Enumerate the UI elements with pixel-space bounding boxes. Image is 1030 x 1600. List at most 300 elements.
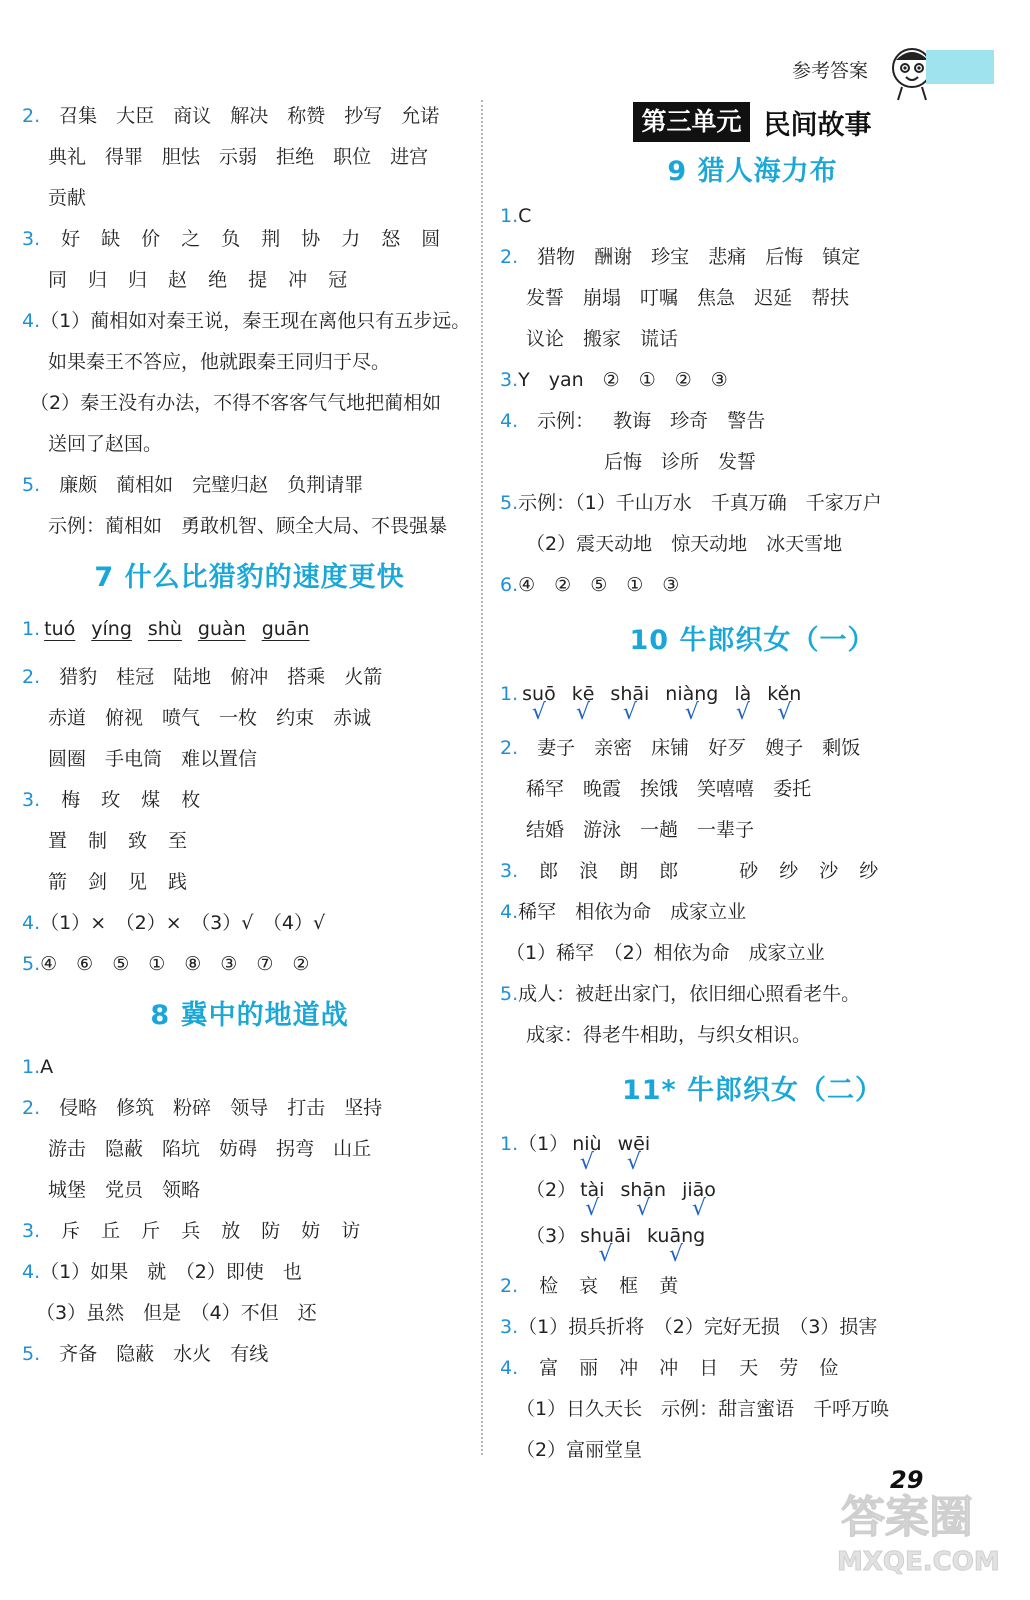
answer-word: 约束 (276, 707, 315, 729)
spacer (699, 860, 718, 882)
answer-word: 床铺 (651, 737, 690, 759)
question-number: 1. (500, 683, 519, 705)
answer-word: 桂冠 (116, 666, 155, 688)
unit-name: 民间故事 (763, 109, 872, 141)
answer-word: 进宫 (390, 146, 429, 168)
answer-word: 修筑 (116, 1097, 155, 1119)
check-icon: √ (669, 1242, 684, 1267)
answer-word: 诊所 (661, 451, 700, 473)
answer-line (500, 1430, 1005, 1471)
pinyin-answer: wēi √ (617, 1133, 651, 1175)
answer-word: 叮嘱 (640, 287, 679, 309)
pinyin-answer: niàng √ (665, 683, 719, 725)
check-icon: √ (585, 1196, 600, 1221)
answer-text: 如果秦王不答应，他就跟秦王同归于尽。 (48, 351, 391, 373)
answer-text: （2）秦王没有办法，不得不客客气气地把蔺相如 (30, 392, 442, 414)
question-number: 2. (500, 737, 519, 759)
answer-line (22, 1211, 477, 1252)
answer-line (22, 383, 477, 424)
answer-line (22, 1047, 477, 1088)
answer-word: 后悔 (765, 246, 804, 268)
answer-char: 绝 (208, 269, 228, 291)
answer-line (500, 524, 1005, 565)
right-column (500, 96, 1005, 1471)
question-number: 3. (500, 1316, 519, 1338)
answer-line (22, 1170, 477, 1211)
answer-word: 城堡 (48, 1179, 87, 1201)
answer-text: C (518, 205, 532, 227)
answer-word: 火箭 (344, 666, 383, 688)
answer-line (22, 137, 477, 178)
answer-char: 枚 (181, 789, 201, 811)
answer-word: 妨碍 (219, 1138, 258, 1160)
answer-char: 梅 (61, 789, 81, 811)
answer-line (500, 278, 1005, 319)
answer-line (22, 609, 477, 657)
section-title: 11* 牛郎织女（二） (621, 1075, 884, 1106)
answer-word: 隐蔽 (105, 1138, 144, 1160)
answer-line (500, 1307, 1005, 1348)
answer-char: 之 (181, 228, 201, 250)
answer-word: 发誓 (718, 451, 757, 473)
section-title: 9 猎人海力布 (667, 156, 838, 187)
question-number: 2. (22, 105, 41, 127)
answer-char: 协 (301, 228, 321, 250)
answer-text: （1）损兵折将 （2）完好无损 （3）损害 (518, 1316, 878, 1338)
answer-text: （1）日久天长 示例：甜言蜜语 千呼万唤 (516, 1398, 890, 1420)
answer-char: 归 (88, 269, 108, 291)
answer-word: 猎豹 (59, 666, 98, 688)
answer-word: 抄写 (344, 105, 383, 127)
answer-char: 劳 (779, 1357, 799, 1379)
answer-text: （1）× （2）× （3）√ （4）√ (40, 912, 326, 934)
question-number: 5. (22, 1343, 41, 1365)
answer-word: 警告 (727, 410, 766, 432)
pinyin-answer: shù (147, 618, 182, 640)
answer-char: 哀 (579, 1275, 599, 1297)
answer-line (22, 260, 477, 301)
answer-char: 天 (739, 1357, 759, 1379)
answer-char: 砂 (739, 860, 759, 882)
answer-text: Y yan ② ① ② ③ (518, 369, 728, 391)
answer-word: 议论 (526, 328, 565, 350)
answer-word: 齐备 (59, 1343, 98, 1365)
answer-word: 职位 (333, 146, 372, 168)
answer-char: 日 (699, 1357, 719, 1379)
answer-word: 挨饿 (640, 778, 679, 800)
answer-word: 搬家 (583, 328, 622, 350)
answer-char: 防 (261, 1220, 281, 1242)
answer-line (22, 903, 477, 944)
pinyin-answer: kuāng √ (647, 1225, 706, 1267)
header-label: 参考答案 (792, 60, 869, 82)
answer-word: 一辈子 (697, 819, 755, 841)
header-accent-bar (926, 50, 994, 84)
answer-word: 亲密 (594, 737, 633, 759)
answer-word: 打击 (287, 1097, 326, 1119)
check-icon: √ (636, 1196, 651, 1221)
page-header (780, 44, 995, 104)
answer-line (22, 506, 477, 547)
answer-text: （1）如果 就 （2）即使 也 (40, 1261, 302, 1283)
sub-label: （2） (526, 1179, 577, 1201)
answer-char: 检 (539, 1275, 559, 1297)
question-number: 2. (500, 246, 519, 268)
answer-text: ④ ⑥ ⑤ ① ⑧ ③ ⑦ ② (40, 953, 310, 975)
answer-word: 胆怯 (162, 146, 201, 168)
answer-word: 蔺相如 (116, 474, 174, 496)
answer-line (22, 1252, 477, 1293)
answer-word: 迟延 (754, 287, 793, 309)
answer-char: 提 (248, 269, 268, 291)
question-number: 4. (22, 310, 41, 332)
answer-word: 允诺 (401, 105, 440, 127)
answer-char: 至 (168, 830, 188, 852)
answer-line (22, 178, 477, 219)
answer-char: 冲 (659, 1357, 679, 1379)
answer-word: 称赞 (287, 105, 326, 127)
answer-line (500, 196, 1005, 237)
answer-word: 晚霞 (583, 778, 622, 800)
answer-line (500, 483, 1005, 524)
question-number: 4. (500, 901, 519, 923)
answer-word: 难以置信 (181, 748, 258, 770)
question-number: 4. (500, 1357, 519, 1379)
answer-word: 妻子 (537, 737, 576, 759)
question-number: 5. (22, 953, 41, 975)
answer-word: 拐弯 (276, 1138, 315, 1160)
answer-char: 冲 (619, 1357, 639, 1379)
answer-word: 一枚 (219, 707, 258, 729)
answer-word: 解决 (230, 105, 269, 127)
left-column (22, 96, 477, 1375)
pinyin-answer: niù √ (572, 1133, 602, 1175)
answer-line (22, 342, 477, 383)
answer-word: 得罪 (105, 146, 144, 168)
answer-word: 商议 (173, 105, 212, 127)
question-number: 3. (22, 789, 41, 811)
unit-heading (500, 96, 1005, 148)
answer-word: 手电筒 (105, 748, 163, 770)
answer-line (500, 933, 1005, 974)
check-icon: √ (576, 700, 591, 725)
pinyin-answer: shuāi √ (580, 1225, 631, 1267)
answer-char: 纱 (859, 860, 879, 882)
pinyin-answer: tuó (44, 618, 76, 640)
answer-word: 拒绝 (276, 146, 315, 168)
answer-line (500, 401, 1005, 442)
answer-char: 妨 (301, 1220, 321, 1242)
answer-word: 赤诚 (333, 707, 372, 729)
answer-word: 俯冲 (230, 666, 269, 688)
section-title: 8 冀中的地道战 (150, 1000, 349, 1031)
check-icon: √ (684, 700, 699, 725)
answer-word: 典礼 (48, 146, 87, 168)
answer-char: 玫 (101, 789, 121, 811)
answer-line (500, 676, 1005, 728)
question-number: 3. (22, 228, 41, 250)
question-number: 5. (500, 983, 519, 1005)
answer-word: 侵略 (59, 1097, 98, 1119)
answer-word: 一趟 (640, 819, 679, 841)
answer-line (22, 821, 477, 862)
answer-line (22, 96, 477, 137)
answer-char: 置 (48, 830, 68, 852)
answer-char: 沙 (819, 860, 839, 882)
answer-word: 领导 (230, 1097, 269, 1119)
answer-word: 酬谢 (594, 246, 633, 268)
answer-word: 大臣 (116, 105, 155, 127)
answer-word: 隐蔽 (116, 1343, 155, 1365)
pinyin-answer: suō √ (522, 683, 556, 725)
answer-word: 后悔 (604, 451, 643, 473)
answer-word: 廉颇 (59, 474, 98, 496)
answer-char: 缺 (101, 228, 121, 250)
question-number: 5. (22, 474, 41, 496)
answer-char: 圆 (421, 228, 441, 250)
check-icon: √ (692, 1196, 707, 1221)
check-icon: √ (579, 1150, 594, 1175)
answer-line (500, 237, 1005, 278)
section-title: 10 牛郎织女（一） (629, 625, 876, 656)
watermark-logo (835, 1470, 1010, 1580)
pinyin-answer: tài √ (580, 1179, 605, 1221)
pinyin-answer: guàn (197, 618, 246, 640)
answer-line (22, 465, 477, 506)
check-icon: √ (626, 1150, 641, 1175)
check-icon: √ (777, 700, 792, 725)
question-number: 3. (500, 369, 519, 391)
answer-text: （2）震天动地 惊天动地 冰天雪地 (526, 533, 843, 555)
answer-line (500, 851, 1005, 892)
answer-text: 稀罕 相依为命 成家立业 (518, 901, 747, 923)
question-number: 2. (22, 1097, 41, 1119)
page-number: 29 (890, 1466, 924, 1494)
answer-text: （1）蔺相如对秦王说，秦王现在离他只有五步远。 (40, 310, 471, 332)
question-number: 1. (22, 1056, 41, 1078)
answer-char: 斤 (141, 1220, 161, 1242)
pinyin-answer: kěn √ (767, 683, 802, 725)
answer-char: 见 (128, 871, 148, 893)
answer-word: 笑嘻嘻 (697, 778, 755, 800)
question-number: 4. (22, 1261, 41, 1283)
answer-word: 嫂子 (765, 737, 804, 759)
answer-word: 粉碎 (173, 1097, 212, 1119)
answer-word: 帮扶 (811, 287, 850, 309)
answer-line (22, 1088, 477, 1129)
answer-char: 怒 (381, 228, 401, 250)
answer-char: 剑 (88, 871, 108, 893)
answer-word: 教诲 (613, 410, 652, 432)
answer-char: 力 (341, 228, 361, 250)
answer-char: 制 (88, 830, 108, 852)
answer-line (500, 769, 1005, 810)
example-label: 示例： (537, 410, 595, 432)
check-icon: √ (531, 700, 546, 725)
answer-line (22, 739, 477, 780)
answer-line (500, 1348, 1005, 1389)
answer-line (22, 1334, 477, 1375)
sub-label: （1） (518, 1133, 569, 1155)
pinyin-answer: kē √ (571, 683, 595, 725)
pinyin-answer: shāi √ (610, 683, 650, 725)
answer-text: 成家：得老牛相助，与织女相识。 (526, 1024, 812, 1046)
answer-line (500, 728, 1005, 769)
answer-char: 丘 (101, 1220, 121, 1242)
answer-text: （1）稀罕 （2）相依为命 成家立业 (506, 942, 825, 964)
answer-text: ④ ② ⑤ ① ③ (518, 574, 680, 596)
answer-word: 陷坑 (162, 1138, 201, 1160)
question-number: 6. (500, 574, 519, 596)
svg-text:答案圈: 答案圈 (841, 1492, 973, 1543)
answer-line (22, 1293, 477, 1334)
answer-char: 朗 (619, 860, 639, 882)
answer-word: 焦急 (697, 287, 736, 309)
answer-char: 冲 (288, 269, 308, 291)
answer-line (500, 565, 1005, 606)
answer-line (22, 698, 477, 739)
answer-char: 丽 (579, 1357, 599, 1379)
answer-line (500, 810, 1005, 851)
answer-word: 剩饭 (822, 737, 861, 759)
answer-char: 郎 (539, 860, 559, 882)
answer-line (22, 1129, 477, 1170)
answer-text: （3）虽然 但是 （4）不但 还 (36, 1302, 317, 1324)
answer-word: 圆圈 (48, 748, 87, 770)
answer-char: 黄 (659, 1275, 679, 1297)
answer-word: 完璧归赵 (192, 474, 269, 496)
answer-line (22, 657, 477, 698)
answer-char: 浪 (579, 860, 599, 882)
check-icon: √ (735, 700, 750, 725)
answer-word: 珍宝 (651, 246, 690, 268)
answer-char: 归 (128, 269, 148, 291)
answer-line (22, 301, 477, 342)
answer-word: 游泳 (583, 819, 622, 841)
answer-char: 框 (619, 1275, 639, 1297)
question-number: 3. (500, 860, 519, 882)
answer-char: 放 (221, 1220, 241, 1242)
answer-char: 箭 (48, 871, 68, 893)
answer-char: 俭 (819, 1357, 839, 1379)
answer-text: （2）富丽堂皇 (516, 1439, 643, 1461)
answer-word: 陆地 (173, 666, 212, 688)
question-number: 3. (22, 1220, 41, 1242)
question-number: 1. (22, 618, 41, 640)
answer-word: 珍奇 (670, 410, 709, 432)
answer-word: 党员 (105, 1179, 144, 1201)
answer-line (22, 424, 477, 465)
sub-label: （3） (526, 1225, 577, 1247)
answer-text: A (40, 1056, 54, 1078)
pinyin-answer: yíng (91, 618, 132, 640)
answer-line (500, 1218, 1005, 1266)
answer-word: 游击 (48, 1138, 87, 1160)
check-icon: √ (598, 1242, 613, 1267)
question-number: 1. (500, 205, 519, 227)
unit-label: 第三单元 (633, 102, 749, 142)
pinyin-answer: là √ (734, 683, 752, 725)
answer-word: 悲痛 (708, 246, 747, 268)
answer-word: 领略 (162, 1179, 201, 1201)
section-title: 7 什么比猎豹的速度更快 (94, 562, 405, 593)
answer-line (500, 319, 1005, 360)
answer-line (22, 944, 477, 985)
answer-char: 践 (168, 871, 188, 893)
answer-line (500, 1172, 1005, 1221)
answer-char: 同 (48, 269, 68, 291)
answer-word: 喷气 (162, 707, 201, 729)
answer-word: 示弱 (219, 146, 258, 168)
answer-char: 致 (128, 830, 148, 852)
answer-word: 贡献 (48, 187, 87, 209)
answer-char: 好 (61, 228, 81, 250)
answer-word: 猎物 (537, 246, 576, 268)
answer-word: 有线 (230, 1343, 269, 1365)
answer-text: 示例：蔺相如 勇敢机智、顾全大局、不畏强暴 (48, 515, 448, 537)
answer-char: 访 (341, 1220, 361, 1242)
question-number: 4. (22, 912, 41, 934)
question-number: 4. (500, 410, 519, 432)
answer-word: 谎话 (640, 328, 679, 350)
question-number: 5. (500, 492, 519, 514)
answer-line (500, 442, 1005, 483)
answer-char: 负 (221, 228, 241, 250)
answer-line (500, 892, 1005, 933)
answer-line (500, 1015, 1005, 1056)
answer-text: 示例：（1）千山万水 千真万确 千家万户 (518, 492, 882, 514)
answer-char: 纱 (779, 860, 799, 882)
answer-char: 冠 (328, 269, 348, 291)
answer-word: 水火 (173, 1343, 212, 1365)
pinyin-answer: jiāo √ (682, 1179, 716, 1221)
answer-word: 委托 (773, 778, 812, 800)
answer-text: 送回了赵国。 (48, 433, 163, 455)
answer-char: 荆 (261, 228, 281, 250)
answer-line (500, 974, 1005, 1015)
answer-line (22, 219, 477, 260)
answer-char: 斥 (61, 1220, 81, 1242)
answer-char: 煤 (141, 789, 161, 811)
answer-line (500, 360, 1005, 401)
column-divider (481, 100, 483, 1455)
answer-char: 郎 (659, 860, 679, 882)
answer-line (500, 1126, 1005, 1175)
pinyin-answer: shān √ (620, 1179, 667, 1221)
svg-text:MXQE.COM: MXQE.COM (837, 1547, 1000, 1577)
question-number: 2. (500, 1275, 519, 1297)
pinyin-answer: guān (261, 618, 310, 640)
answer-word: 坚持 (344, 1097, 383, 1119)
answer-char: 兵 (181, 1220, 201, 1242)
answer-char: 价 (141, 228, 161, 250)
answer-char: 富 (539, 1357, 559, 1379)
answer-word: 镇定 (822, 246, 861, 268)
answer-word: 崩塌 (583, 287, 622, 309)
answer-line (22, 780, 477, 821)
answer-word: 赤道 (48, 707, 87, 729)
answer-word: 搭乘 (287, 666, 326, 688)
answer-word: 结婚 (526, 819, 565, 841)
answer-word: 召集 (59, 105, 98, 127)
answer-word: 稀罕 (526, 778, 565, 800)
answer-word: 发誓 (526, 287, 565, 309)
question-number: 2. (22, 666, 41, 688)
answer-word: 好歹 (708, 737, 747, 759)
answer-word: 山丘 (333, 1138, 372, 1160)
answer-line (500, 1389, 1005, 1430)
answer-line (22, 862, 477, 903)
